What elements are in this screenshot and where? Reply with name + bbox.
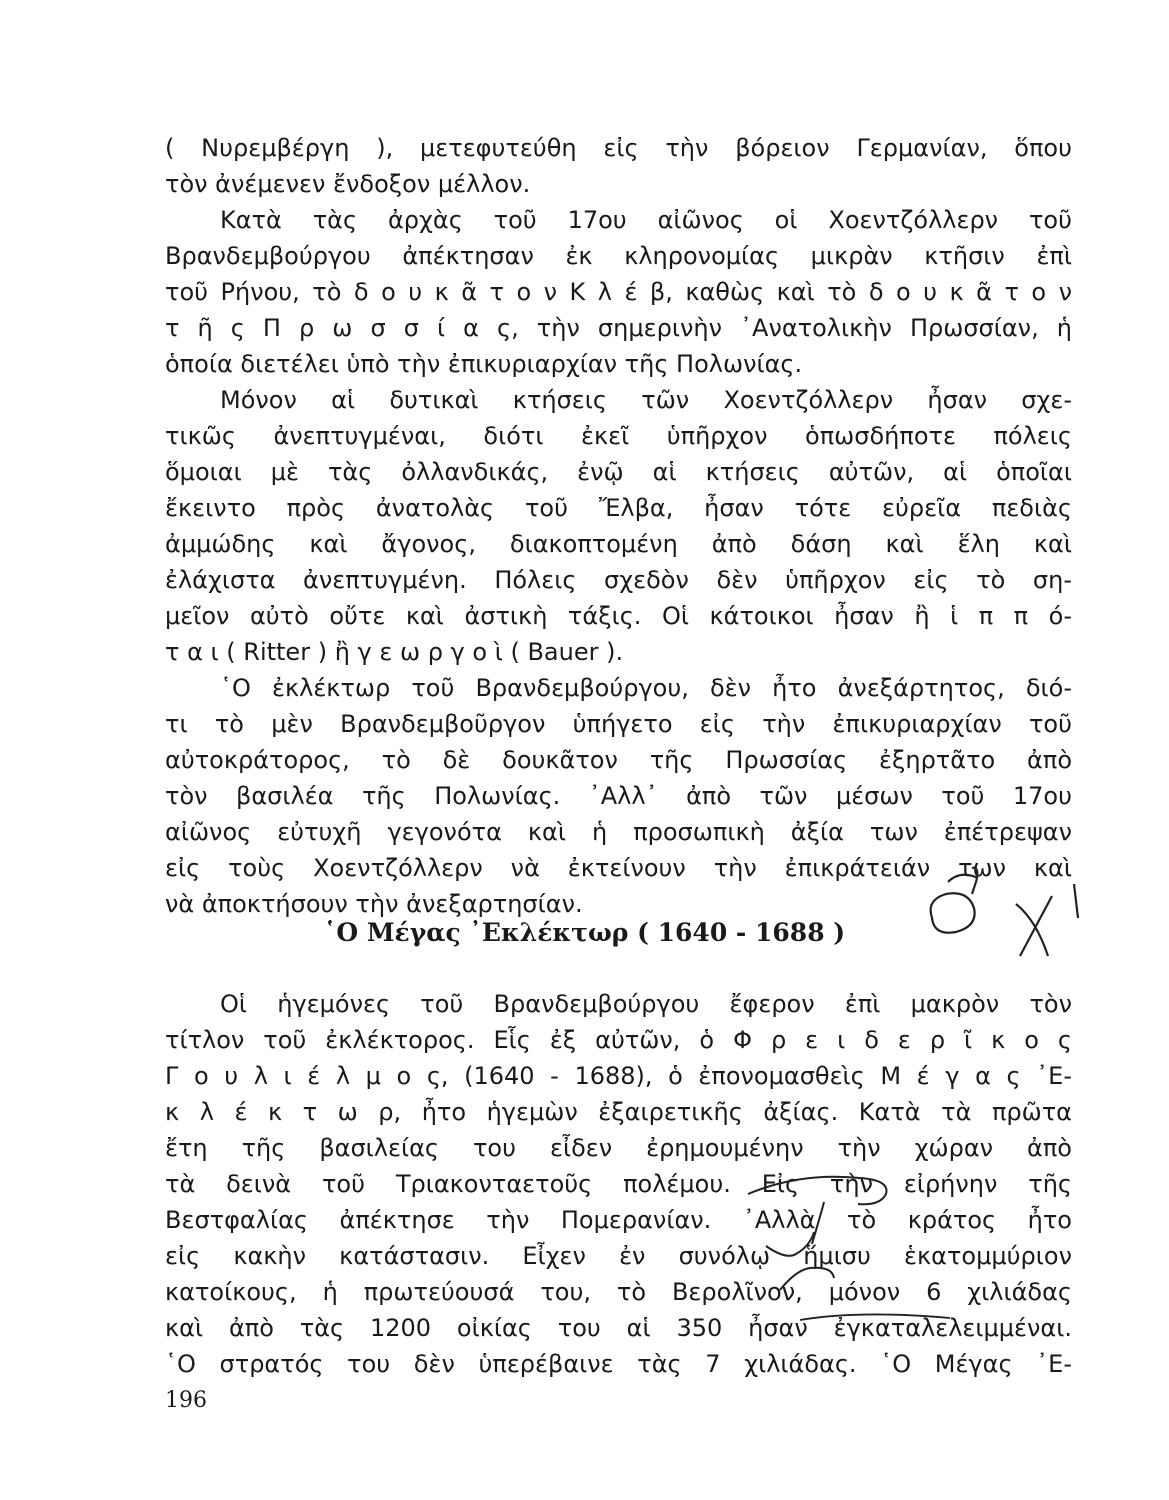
text-line: ὁποία διετέλει ὑπὸ τὴν ἐπικυριαρχίαν τῆς Πολωνίας. (165, 350, 803, 378)
text-line: τὸν βασιλέα τῆς Πολωνίας. ᾿Αλλ᾿ ἀπὸ τῶν μέσων τοῦ 17ου (165, 782, 1072, 810)
text-line: τὰ δεινὰ τοῦ Τριακονταετοῦς πολέμου. Εἰς τὴν εἰρήνην τῆς (165, 1170, 1072, 1198)
handwritten-note (920, 860, 1090, 960)
text-line: ἔκειντο πρὸς ἀνατολὰς τοῦ Ἔλβα, ἦσαν τότε εὐρεῖα πεδιὰς (165, 494, 1072, 522)
text-line: αὐτοκράτορος, τὸ δὲ δουκᾶτον τῆς Πρωσσίας ἐξηρτᾶτο ἀπὸ (165, 746, 1072, 774)
text-line: καὶ ἀπὸ τὰς 1200 οἰκίας του αἱ 350 ἦσαν ἐγκαταλελειμμέναι. (165, 1314, 1072, 1342)
text-line: τι τὸ μὲν Βρανδεμβοῦργον ὑπήγετο εἰς τὴν ἐπικυριαρχίαν τοῦ (165, 710, 1072, 738)
section-heading: ῾Ο Μέγας ᾿Εκλέκτωρ ( 1640 - 1688 ) (323, 918, 846, 947)
text-line: Οἱ ἡγεμόνες τοῦ Βρανδεμβούργου ἔφερον ἐπὶ μακρὸν τὸν (220, 990, 1072, 1018)
text-line: μεῖον αὐτὸ οὔτε καὶ ἀστικὴ τάξις. Οἱ κάτοικοι ἦσαν ἢ ἱ π π ό- (165, 602, 1072, 630)
pen-annotation-strokes (740, 1150, 970, 1330)
text-line: εἰς κακὴν κατάστασιν. Εἶχεν ἐν συνόλῳ ἥμισυ ἑκατομμύριον (165, 1242, 1072, 1270)
text-line: Μόνον αἱ δυτικαὶ κτήσεις τῶν Χοεντζόλλερν ἦσαν σχε- (220, 386, 1072, 414)
text-line: ἔτη τῆς βασιλείας του εἶδεν ἐρημουμένην τὴν χώραν ἀπὸ (165, 1134, 1072, 1162)
text-line: Βρανδεμβούργου ἀπέκτησαν ἐκ κληρονομίας μικρὰν κτῆσιν ἐπὶ (165, 242, 1072, 270)
text-line: ὅμοιαι μὲ τὰς ὀλλανδικάς, ἐνῷ αἱ κτήσεις αὐτῶν, αἱ ὁποῖαι (165, 458, 1072, 486)
text-line: κατοίκους, ἡ πρωτεύουσά του, τὸ Βερολῖνον, μόνον 6 χιλιάδας (165, 1278, 1072, 1306)
page-number: 196 (165, 1388, 207, 1413)
text-line: νὰ ἀποκτήσουν τὴν ἀνεξαρτησίαν. (165, 890, 583, 918)
text-line: ῾Ο ἐκλέκτωρ τοῦ Βρανδεμβούργου, δὲν ἦτο ἀνεξάρτητος, διό- (220, 674, 1072, 702)
text-line: ( Νυρεμβέργη ), μετεφυτεύθη εἰς τὴν βόρειον Γερμανίαν, ὅπου (165, 134, 1072, 162)
text-line: Βεστφαλίας ἀπέκτησε τὴν Πομερανίαν. ᾿Αλλὰ τὸ κράτος ἦτο (165, 1206, 1072, 1234)
text-line: ῾Ο στρατός του δὲν ὑπερέβαινε τὰς 7 χιλιάδας. ῾Ο Μέγας ᾿Ε- (165, 1350, 1072, 1378)
text-line: αἰῶνος εὐτυχῆ γεγονότα καὶ ἡ προσωπικὴ ἀξία των ἐπέτρεψαν (165, 818, 1072, 846)
text-line: τίτλον τοῦ ἐκλέκτορος. Εἷς ἐξ αὐτῶν, ὁ Φ ρ ε ι δ ε ρ ῖ κ ο ς (165, 1026, 1072, 1054)
text-line: εἰς τοὺς Χοεντζόλλερν νὰ ἐκτείνουν τὴν ἐπικράτειάν των καὶ (165, 854, 1072, 882)
text-line: ἐλάχιστα ἀνεπτυγμένη. Πόλεις σχεδὸν δὲν ὑπῆρχον εἰς τὸ ση- (165, 566, 1072, 594)
text-line: τικῶς ἀνεπτυγμέναι, διότι ἐκεῖ ὑπῆρχον ὁπωσδήποτε πόλεις (165, 422, 1072, 450)
text-line: τ ῆ ς Π ρ ω σ σ ί α ς, τὴν σημερινὴν ᾿Ανατολικὴν Πρωσσίαν, ἡ (165, 314, 1072, 342)
text-line: ἀμμώδης καὶ ἄγονος, διακοπτομένη ἀπὸ δάση καὶ ἕλη καὶ (165, 530, 1072, 558)
text-line: Γ ο υ λ ι έ λ μ ο ς, (1640 - 1688), ὁ ἐπονομασθεὶς Μ έ γ α ς ᾿Ε- (165, 1062, 1072, 1090)
text-line: τοῦ Ρήνου, τὸ δ ο υ κ ᾶ τ ο ν Κ λ έ β, καθὼς καὶ τὸ δ ο υ κ ᾶ τ ο ν (165, 278, 1072, 306)
text-line: Κατὰ τὰς ἀρχὰς τοῦ 17ου αἰῶνος οἱ Χοεντζόλλερν τοῦ (220, 206, 1072, 234)
text-line: τὸν ἀνέμενεν ἔνδοξον μέλλον. (165, 170, 531, 198)
text-line: τ α ι ( Ritter ) ἢ γ ε ω ρ γ ο ὶ ( Bauer ). (165, 638, 624, 666)
text-line: κ λ έ κ τ ω ρ, ἦτο ἡγεμὼν ἐξαιρετικῆς ἀξίας. Κατὰ τὰ πρῶτα (165, 1098, 1072, 1126)
